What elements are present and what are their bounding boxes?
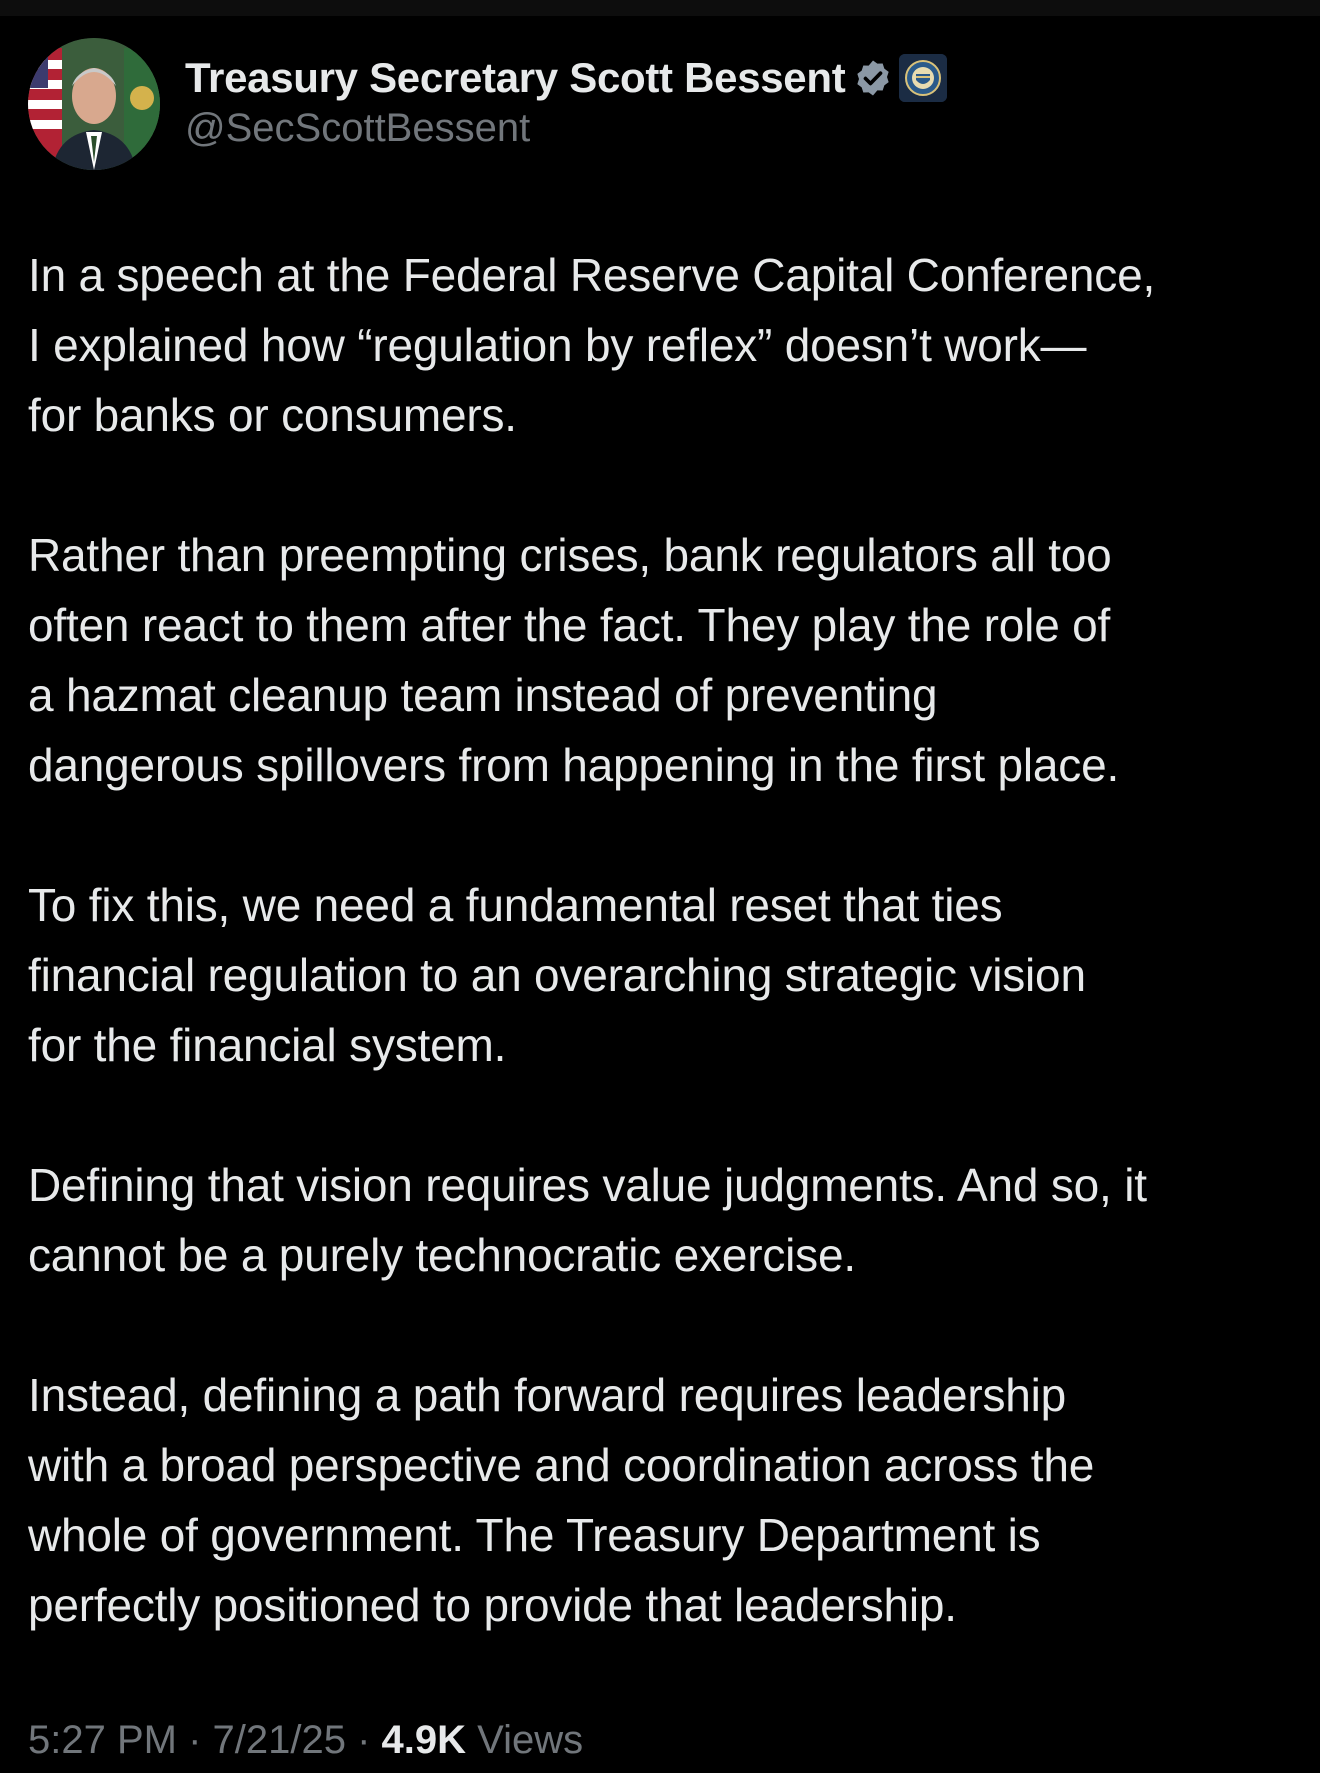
post-line: Rather than preempting crises, bank regulators all too (28, 529, 1112, 581)
treasury-seal-icon[interactable] (899, 54, 947, 102)
post-line: In a speech at the Federal Reserve Capital Conference, (28, 249, 1156, 301)
post-meta (28, 1712, 583, 1768)
post-line: To fix this, we need a fundamental reset that ties (28, 879, 1003, 931)
post-line: cannot be a purely technocratic exercise. (28, 1229, 856, 1281)
post-line: for the financial system. (28, 1019, 507, 1071)
post-line: with a broad perspective and coordination across the (28, 1439, 1095, 1491)
avatar-portrait-image (28, 38, 160, 170)
author-handle[interactable]: @SecScottBessent (185, 106, 531, 150)
meta-separator: · (176, 1718, 213, 1762)
author-avatar[interactable] (28, 38, 160, 170)
post-body (28, 240, 1298, 1710)
post-line: perfectly positioned to provide that leadership. (28, 1579, 957, 1631)
post-line: I explained how “regulation by reflex” doesn’t work— (28, 319, 1087, 371)
post-line: for banks or consumers. (28, 389, 517, 441)
author-name-row (185, 50, 947, 106)
post-line: often react to them after the fact. They play the role of (28, 599, 1111, 651)
post-line: a hazmat cleanup team instead of preventing (28, 669, 938, 721)
post-header (28, 38, 1292, 172)
post-line: financial regulation to an overarching strategic vision (28, 949, 1086, 1001)
post-paragraph-3 (28, 870, 1298, 1080)
views-count[interactable]: 4.9K (381, 1718, 467, 1762)
post-time[interactable]: 5:27 PM (28, 1718, 177, 1762)
meta-separator: · (345, 1718, 382, 1762)
post-line: whole of government. The Treasury Department is (28, 1509, 1041, 1561)
post-paragraph-2 (28, 520, 1298, 800)
views-label: Views (466, 1718, 584, 1762)
post-paragraph-4 (28, 1150, 1298, 1290)
author-display-name[interactable]: Treasury Secretary Scott Bessent (185, 54, 846, 101)
verified-badge-icon[interactable] (853, 58, 893, 98)
top-edge-bar (0, 0, 1320, 16)
post-paragraph-1 (28, 240, 1298, 450)
post-line: Defining that vision requires value judgments. And so, it (28, 1159, 1147, 1211)
post-line: dangerous spillovers from happening in the first place. (28, 739, 1120, 791)
post-date[interactable]: 7/21/25 (212, 1718, 346, 1762)
post-line: Instead, defining a path forward requires leadership (28, 1369, 1067, 1421)
post-paragraph-5 (28, 1360, 1298, 1640)
